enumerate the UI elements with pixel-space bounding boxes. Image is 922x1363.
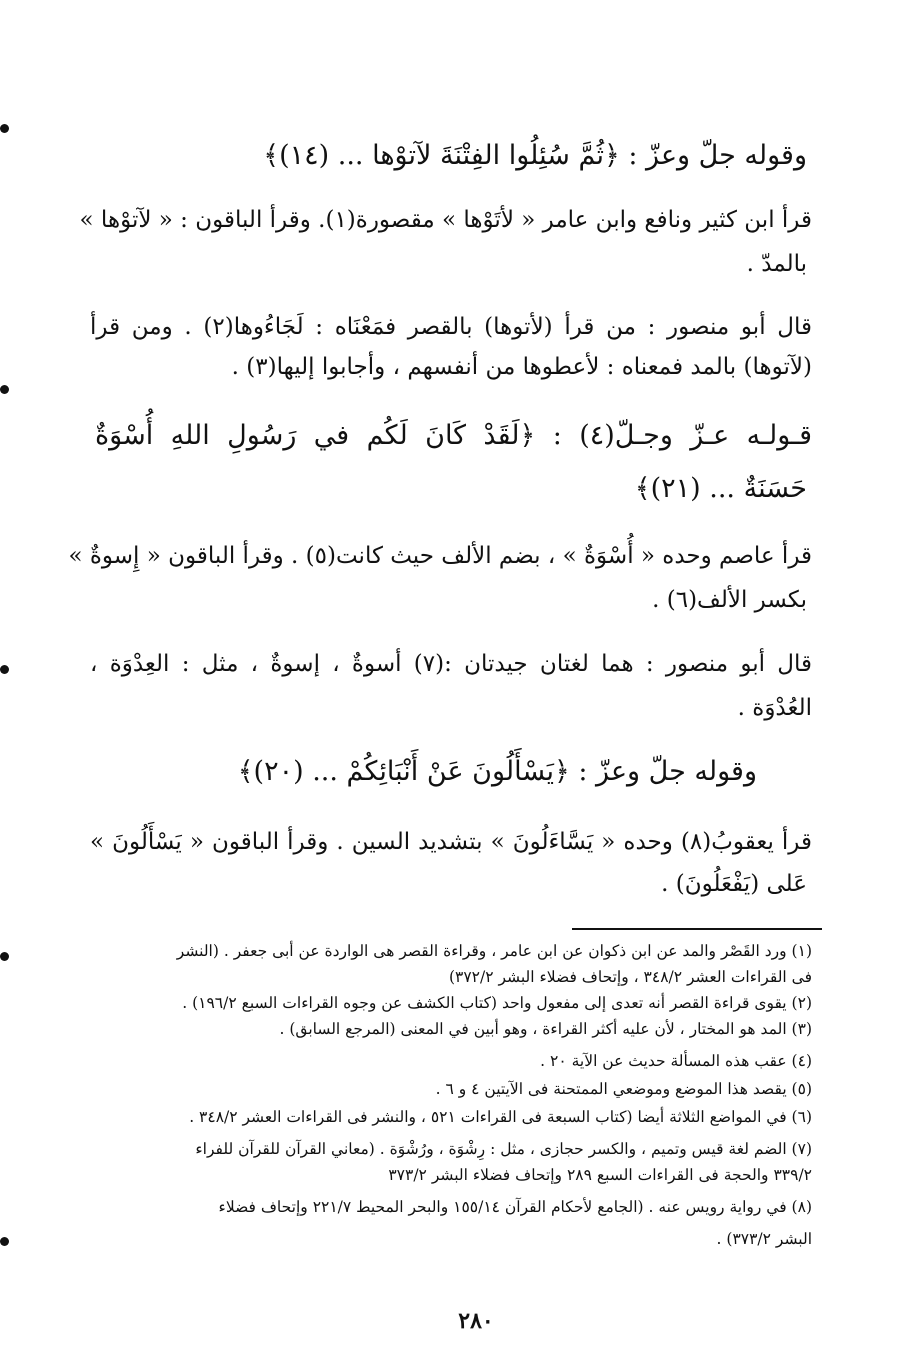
paragraph-line: قال أبو منصور : هما لغتان جيدتان :(٧) أسوةٌ ، إسوةٌ ، مثل : العِدْوَة ، [90,651,812,677]
footnote-line: فى القراءات العشر ٣٤٨/٢ ، وإتحاف فضلاء البشر ٣٧٢/٢) [448,968,812,986]
footnote-line: (٣) المد هو المختار ، لأن عليه أكثر القراءة ، وهو أبين في المعنى (المرجع السابق) . [279,1020,812,1038]
footnote-line: (٤) عقب هذه المسألة حديث عن الآية ٢٠ . [540,1052,812,1070]
paragraph-line: العُدْوَة . [737,695,812,721]
footnote-line: (٨) في رواية رويس عنه . (الجامع لأحكام القرآن ١٥٥/١٤ والبحر المحيط ٢٢١/٧ وإتحاف فضلاء [218,1198,812,1216]
verse-heading: قـولـه عـزّ وجـلّ(٤) : ﴿لَقَدْ كَانَ لَكُم في رَسُولِ اللهِ أُسْوَةٌ [95,420,812,451]
paragraph-line: قرأ عاصم وحده « أُسْوَةٌ » ، بضم الألف حيث كانت(٥) . وقرأ الباقون « إِسوةٌ » [68,543,812,569]
paragraph-line: بالمدّ . [746,251,807,277]
paragraph-line: عَلى (يَفْعَلُونَ) . [661,871,807,897]
footnote-line: (٦) في المواضع الثلاثة أيضا (كتاب السبعة فى القراءات ٥٢١ ، والنشر فى القراءات العشر ٣٤٨/٢ . [189,1108,812,1126]
verse-heading: وقوله جلّ وعزّ : ﴿ثُمَّ سُئِلُوا الفِتْنَةَ لآتوْها ... (١٤)﴾ [263,140,807,171]
scan-margin-mark [0,124,9,133]
scan-margin-mark [0,665,9,674]
verse-heading: وقوله جلّ وعزّ : ﴿يَسْأَلُونَ عَنْ أَنْبَائِكُمْ ... (٢٠)﴾ [237,756,757,787]
footnote-line: (٥) يقصد هذا الموضع وموضعي الممتحنة فى الآيتين ٤ و ٦ . [435,1080,812,1098]
scan-margin-mark [0,1237,9,1246]
footnote-line: البشر ٣٧٣/٢) . [716,1230,812,1248]
footnote-line: (١) ورد القَصْر والمد عن ابن ذكوان عن ابن عامر ، وقراءة القصر هى الواردة عن أبى جعفر . (النشر [176,942,812,960]
paragraph-line: قرأ ابن كثير ونافع وابن عامر « لأتَوْها » مقصورة(١). وقرأ الباقون : « لآتوْها » [79,207,812,233]
page-number: ٢٨٠ [458,1308,494,1334]
footnote-line: (٧) الضم لغة قيس وتميم ، والكسر حجازى ، مثل : رِشْوَة ، ورُشْوَة . (معاني القرآن للقرآن للفراء [195,1140,812,1158]
paragraph-line: قرأ يعقوبُ(٨) وحده « يَسَّاءَلُونَ » بتشديد السين . وقرأ الباقون « يَسْأَلُونَ » [90,829,812,855]
paragraph-line: قال أبو منصور : من قرأ (لأتوها) بالقصر فمَعْنَاه : لَجَاءُوها(٢) . ومن قرأ [90,314,813,340]
scan-margin-mark [0,385,9,394]
footnote-line: ٣٣٩/٢ والحجة فى القراءات السبع ٢٨٩ وإتحاف فضلاء البشر ٣٧٣/٢ [388,1166,812,1184]
footnote-separator [572,928,822,930]
paragraph-line: بكسر الألف(٦) . [652,587,807,613]
footnote-line: (٢) يقوى قراءة القصر أنه تعدى إلى مفعول واحد (كتاب الكشف عن وجوه القراءات السبع ١٩٦/٢) . [182,994,812,1012]
paragraph-line: (لآتوها) بالمد فمعناه : لأعطوها من أنفسهم ، وأجابوا إليها(٣) . [231,354,812,380]
scan-margin-mark [0,952,9,961]
verse-heading: حَسَنَةٌ ... (٢١)﴾ [634,473,807,504]
